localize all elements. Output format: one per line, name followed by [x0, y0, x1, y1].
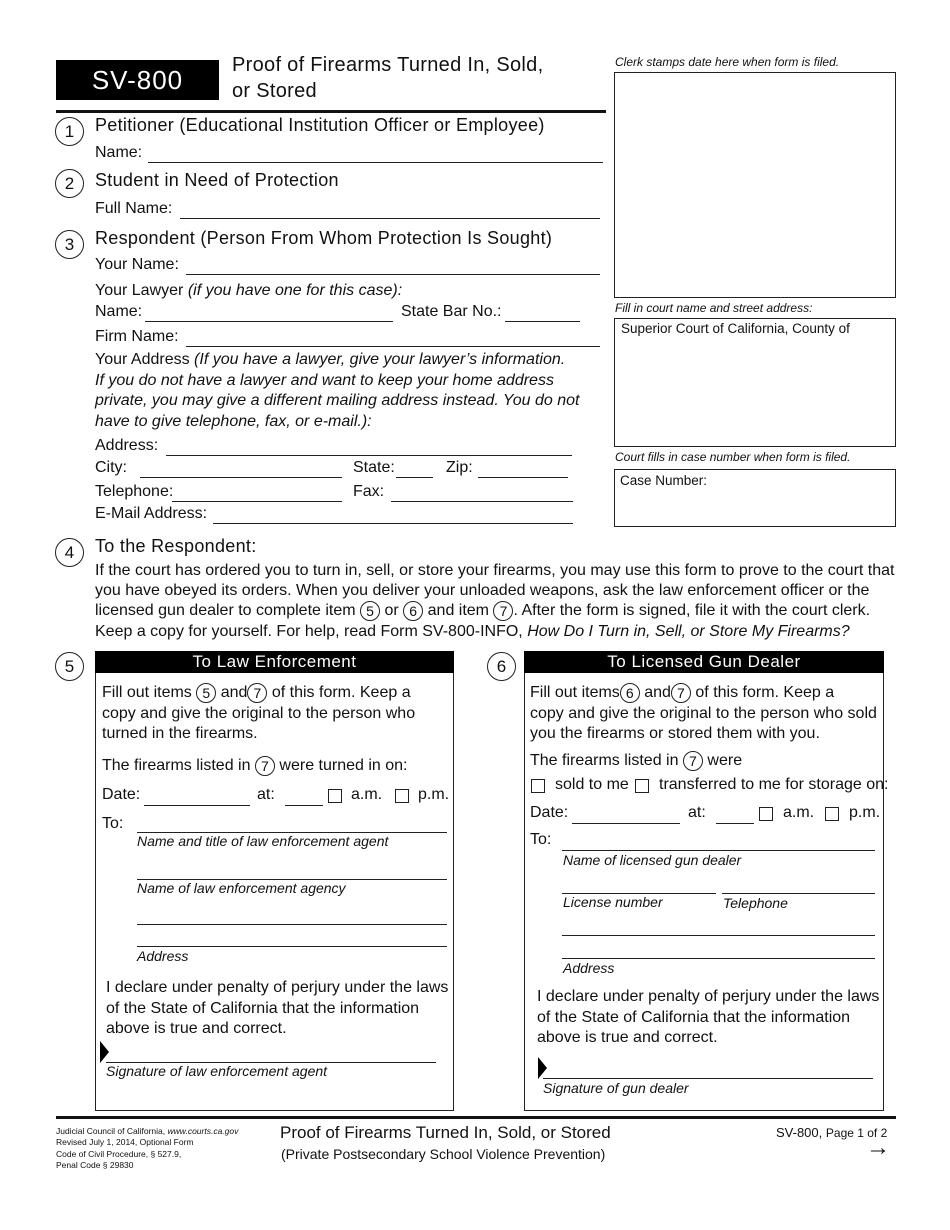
form-id: SV-800	[91, 65, 184, 95]
item-number-5: 5	[55, 652, 84, 681]
clerk-stamp-box	[614, 72, 896, 298]
le-agency-caption: Name of law enforcement agency	[137, 880, 346, 896]
le-date-field[interactable]	[144, 805, 250, 806]
student-name-label: Full Name:	[95, 200, 173, 217]
gd-time-field[interactable]	[716, 823, 754, 824]
firm-name-label: Firm Name:	[95, 328, 179, 345]
item4-line4a: Keep a copy for yourself. For help, read Form SV-800-INFO,	[95, 623, 523, 640]
le-time-field[interactable]	[285, 805, 323, 806]
email-field[interactable]	[213, 523, 573, 524]
gd-am-checkbox[interactable]	[759, 807, 773, 821]
gd-instruction-1c: of this form. Keep a	[695, 684, 835, 702]
circle-ref-6: 6	[403, 601, 423, 621]
footer-website[interactable]: www.courts.ca.gov	[167, 1126, 239, 1136]
footer-left-4: Penal Code § 29830	[56, 1160, 134, 1170]
item4-heading: To the Respondent:	[95, 536, 257, 556]
le-circle-ref-5: 5	[196, 683, 216, 703]
le-instruction-1	[102, 683, 411, 703]
footer-left-1	[56, 1126, 238, 1136]
gd-instruction-1a: Fill out items	[530, 684, 620, 702]
city-label: City:	[95, 459, 127, 476]
law-enforcement-header: To Law Enforcement	[95, 651, 454, 673]
le-agent-caption: Name and title of law enforcement agent	[137, 833, 389, 849]
email-label: E-Mail Address:	[95, 505, 208, 522]
le-am-label: a.m.	[351, 786, 383, 803]
gd-sold-label: sold to me	[555, 776, 629, 793]
le-to-label: To:	[102, 815, 124, 832]
item2-heading: Student in Need of Protection	[95, 170, 339, 190]
item-number-3: 3	[55, 230, 84, 259]
respondent-name-label: Your Name:	[95, 256, 179, 273]
footer-council: Judicial Council of California,	[56, 1126, 166, 1136]
address-note-2: If you do not have a lawyer and want to keep your home address	[95, 372, 554, 389]
student-name-field[interactable]	[180, 218, 600, 219]
le-address-field-2[interactable]	[137, 946, 447, 947]
gd-instruction-1b: and	[644, 684, 671, 702]
gd-instruction-3: you the firearms or stored them with you.	[530, 725, 820, 742]
footer-left-2: Revised July 1, 2014, Optional Form	[56, 1137, 194, 1147]
gd-sold-checkbox[interactable]	[531, 779, 545, 793]
le-address-field-1[interactable]	[137, 924, 447, 925]
gd-listed-a: The firearms listed in	[530, 752, 679, 770]
item4-line3d: . After the form is signed, file it with the court clerk.	[513, 602, 871, 620]
le-address-caption: Address	[137, 948, 189, 964]
footer-title: Proof of Firearms Turned In, Sold, or Stored	[280, 1123, 611, 1142]
gd-date-label: Date:	[530, 804, 569, 821]
respondent-name-field[interactable]	[186, 274, 600, 275]
footer-page: Page 1 of 2	[825, 1126, 888, 1140]
gd-instruction-2: copy and give the original to the person who sold	[530, 705, 877, 722]
court-name-value: Superior Court of California, County of	[621, 321, 850, 336]
le-instruction-1b: and	[220, 684, 248, 702]
gd-pm-label: p.m.	[849, 804, 881, 821]
item4-line4b: How Do I Turn in, Sell, or Store My Firearms?	[527, 623, 850, 640]
gd-phone-caption: Telephone	[723, 895, 788, 911]
gd-transferred-label: transferred to me for storage on:	[659, 776, 889, 793]
le-declaration-1: I declare under penalty of perjury under the laws	[106, 979, 449, 996]
case-number-label: Court fills in case number when form is filed.	[615, 450, 851, 464]
gd-circle-ref-6: 6	[620, 683, 640, 703]
le-at-label: at:	[257, 786, 275, 803]
item4-line2: you have obeyed its orders. When you deliver your unloaded weapons, ask the law enforcement officer or the	[95, 582, 870, 599]
le-pm-checkbox[interactable]	[395, 789, 409, 803]
gd-declaration-3: above is true and correct.	[537, 1029, 718, 1046]
street-address-label: Address:	[95, 437, 159, 454]
gd-pm-checkbox[interactable]	[825, 807, 839, 821]
gd-date-field[interactable]	[572, 823, 680, 824]
le-am-checkbox[interactable]	[328, 789, 342, 803]
item4-line4	[95, 623, 850, 641]
circle-ref-7: 7	[493, 601, 513, 621]
le-date-label: Date:	[102, 786, 141, 803]
form-title-line2: or Stored	[232, 80, 317, 102]
gd-am-label: a.m.	[783, 804, 815, 821]
gd-circle-ref-7: 7	[671, 683, 691, 703]
street-address-field[interactable]	[166, 455, 572, 456]
gd-address-field-1[interactable]	[562, 935, 875, 936]
zip-label: Zip:	[446, 459, 473, 476]
item3-heading: Respondent (Person From Whom Protection Is Sought)	[95, 228, 553, 248]
address-label: Your Address	[95, 351, 190, 368]
item4-line3c: and item	[427, 602, 490, 620]
le-listed-a: The firearms listed in	[102, 757, 251, 775]
item4-line1: If the court has ordered you to turn in, sell, or store your firearms, you may use this form to prove to the court that	[95, 562, 895, 579]
firm-name-field[interactable]	[186, 346, 600, 347]
address-label-row	[95, 351, 565, 369]
state-label: State:	[353, 459, 395, 476]
le-circle-ref-7: 7	[247, 683, 267, 703]
le-instruction-2: copy and give the original to the person who	[102, 705, 416, 722]
gd-declaration-2: of the State of California that the information	[537, 1009, 851, 1026]
le-pm-label: p.m.	[418, 786, 450, 803]
petitioner-name-label: Name:	[95, 144, 143, 161]
footer-left-3: Code of Civil Procedure, § 527.9,	[56, 1149, 182, 1159]
clerk-stamp-label: Clerk stamps date here when form is filed.	[615, 55, 840, 69]
le-declaration-3: above is true and correct.	[106, 1020, 287, 1037]
gd-dealer-caption: Name of licensed gun dealer	[563, 852, 742, 868]
state-bar-label: State Bar No.:	[401, 303, 502, 320]
item4-line3a: licensed gun dealer to complete item	[95, 602, 356, 620]
address-note-4: have to give telephone, fax, or e-mail.):	[95, 413, 372, 430]
gd-signature-caption: Signature of gun dealer	[543, 1080, 689, 1096]
gd-dealer-field[interactable]	[562, 850, 875, 851]
le-declaration-2: of the State of California that the information	[106, 1000, 420, 1017]
gd-phone-field[interactable]	[722, 893, 875, 894]
court-name-label: Fill in court name and street address:	[615, 301, 813, 315]
fax-label: Fax:	[353, 483, 385, 500]
state-bar-field[interactable]	[505, 321, 580, 322]
lawyer-note: (if you have one for this case):	[187, 282, 403, 299]
zip-field[interactable]	[478, 477, 568, 478]
footer-rule	[56, 1116, 896, 1119]
gd-listed-row	[530, 751, 742, 771]
le-instruction-3: turned in the firearms.	[102, 725, 258, 742]
header-rule	[56, 110, 606, 113]
item1-heading: Petitioner (Educational Institution Officer or Employee)	[95, 115, 545, 135]
lawyer-name-label: Name:	[95, 303, 143, 320]
lawyer-label-row	[95, 282, 402, 300]
gd-address-field-2[interactable]	[562, 958, 875, 959]
gd-to-label: To:	[530, 831, 552, 848]
address-note-1: (If you have a lawyer, give your lawyer’s information.	[194, 351, 566, 368]
fax-field[interactable]	[391, 501, 573, 502]
le-signature-caption: Signature of law enforcement agent	[106, 1063, 328, 1079]
gd-listed-b: were	[707, 752, 743, 770]
case-number-value: Case Number:	[620, 473, 708, 488]
telephone-field[interactable]	[172, 501, 342, 502]
le-instruction-1a: Fill out items	[102, 684, 192, 702]
city-field[interactable]	[140, 477, 342, 478]
gun-dealer-header: To Licensed Gun Dealer	[524, 651, 884, 673]
gd-license-caption: License number	[563, 894, 663, 910]
court-name-box[interactable]	[614, 318, 896, 447]
lawyer-label: Your Lawyer	[95, 282, 184, 299]
le-listed-row	[102, 756, 407, 776]
state-field[interactable]	[396, 477, 433, 478]
le-listed-b: were turned in on:	[279, 757, 408, 775]
item4-line3b: or	[384, 602, 399, 620]
item-number-1: 1	[55, 117, 84, 146]
gd-signature-field[interactable]	[543, 1078, 873, 1079]
item-number-6: 6	[487, 652, 516, 681]
item4-line3	[95, 601, 870, 621]
item-number-2: 2	[55, 169, 84, 198]
le-listed-circle-7: 7	[255, 756, 275, 776]
gd-declaration-1: I declare under penalty of perjury under the laws	[537, 988, 880, 1005]
next-page-arrow-icon[interactable]: →	[866, 1134, 890, 1161]
gd-signature-arrow-icon	[538, 1057, 547, 1079]
address-note-3: private, you may give a different mailing address instead. You do not	[95, 392, 580, 409]
item-number-4: 4	[55, 538, 84, 567]
lawyer-name-field[interactable]	[145, 321, 393, 322]
form-title-line1: Proof of Firearms Turned In, Sold,	[232, 54, 544, 76]
gd-at-label: at:	[688, 804, 706, 821]
gd-listed-circle-7: 7	[683, 751, 703, 771]
le-signature-arrow-icon	[100, 1041, 109, 1063]
footer-form-id: SV-800,	[776, 1125, 823, 1140]
gd-instruction-1	[530, 683, 834, 703]
gd-address-caption: Address	[563, 960, 615, 976]
petitioner-name-field[interactable]	[148, 162, 603, 163]
le-instruction-1c: of this form. Keep a	[271, 684, 411, 702]
telephone-label: Telephone:	[95, 483, 174, 500]
gd-transferred-checkbox[interactable]	[635, 779, 649, 793]
footer-subtitle: (Private Postsecondary School Violence Prevention)	[281, 1146, 606, 1162]
circle-ref-5: 5	[360, 601, 380, 621]
